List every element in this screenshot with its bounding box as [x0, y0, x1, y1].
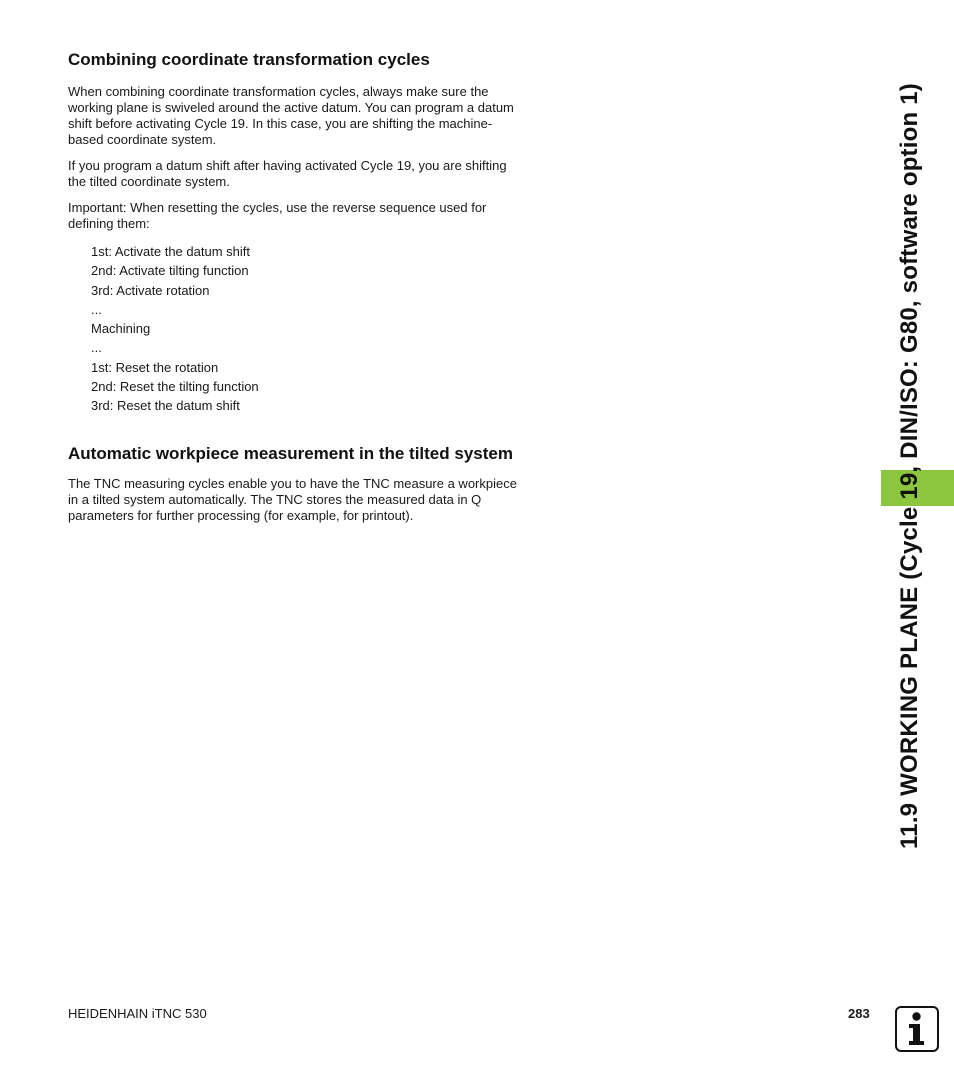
list-item: ... — [91, 340, 102, 356]
reset-sequence-list — [91, 242, 518, 416]
list-item: ... — [91, 301, 102, 317]
paragraph: When combining coordinate transformation cycles, always make sure the working plane is swiveled around the active datum. You can program a datum shift before activating Cycle 19. In this case, you are shifting the machine-based coordinate system. — [68, 84, 514, 147]
paragraph: The TNC measuring cycles enable you to have the TNC measure a workpiece in a tilted system automatically. The TNC stores the measured data in Q parameters for further processing (for example, for printout). — [68, 475, 517, 523]
list-item: 2nd: Reset the tilting function — [91, 379, 259, 395]
section-heading-automatic-measurement: Automatic workpiece measurement in the tilted system — [68, 443, 513, 463]
list-item: 3rd: Reset the datum shift — [91, 398, 240, 414]
section-heading-combining: Combining coordinate transformation cycles — [68, 50, 430, 69]
chapter-side-title: 11.9 WORKING PLANE (Cycle 19, DIN/ISO: G80, software option 1) — [896, 83, 923, 849]
list-item: 3rd: Activate rotation — [91, 282, 210, 298]
page-number: 283 — [848, 1006, 870, 1021]
list-item: 2nd: Activate tilting function — [91, 263, 249, 279]
list-item: Machining — [91, 321, 151, 337]
paragraph: Important: When resetting the cycles, use the reverse sequence used for defining them: — [68, 200, 487, 231]
paragraph: If you program a datum shift after having activated Cycle 19, you are shifting the tilted coordinate system. — [68, 158, 507, 189]
info-icon — [895, 1006, 939, 1052]
list-item: 1st: Activate the datum shift — [91, 244, 250, 259]
footer-product-name: HEIDENHAIN iTNC 530 — [68, 1006, 207, 1021]
list-item: 1st: Reset the rotation — [91, 359, 219, 375]
main-content — [68, 48, 518, 534]
